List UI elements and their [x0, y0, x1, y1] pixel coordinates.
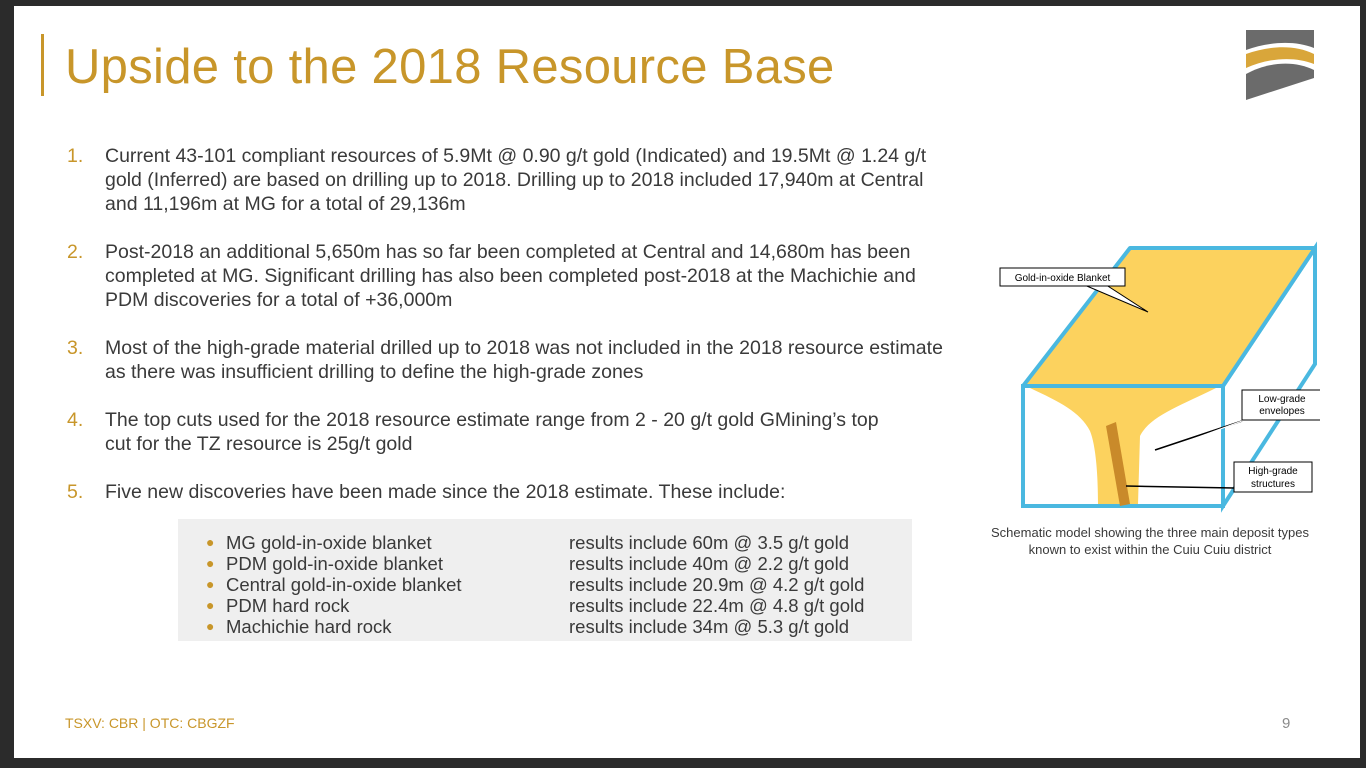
discovery-name: Machichie hard rock — [226, 616, 392, 637]
discoveries-table — [178, 519, 912, 641]
diagram-caption: Schematic model showing the three main deposit types known to exist within the Cuiu Cuiu district — [991, 525, 1309, 557]
slide — [14, 6, 1360, 758]
callout-label: Low-grade — [1258, 394, 1306, 405]
bullet-icon: ● — [206, 597, 215, 613]
list-item — [67, 240, 947, 312]
callout-label: High-grade — [1248, 466, 1298, 477]
callout-label: Gold-in-oxide Blanket — [1014, 273, 1111, 284]
list-number: 3. — [67, 337, 84, 359]
callout-label: structures — [1251, 479, 1295, 490]
title-accent-bar — [41, 34, 44, 96]
list-item — [67, 336, 947, 384]
company-logo-icon — [1246, 30, 1314, 100]
discovery-name: PDM hard rock — [226, 595, 350, 616]
bullet-icon: ● — [206, 576, 215, 592]
list-text: Five new discoveries have been made since the 2018 estimate. These include: — [105, 481, 786, 503]
list-number: 1. — [67, 145, 84, 167]
discovery-result: results include 22.4m @ 4.8 g/t gold — [569, 595, 865, 616]
discovery-result: results include 20.9m @ 4.2 g/t gold — [569, 574, 865, 595]
discovery-result: results include 40m @ 2.2 g/t gold — [569, 553, 849, 574]
list-item — [67, 408, 895, 456]
list-number: 5. — [67, 481, 84, 503]
table-row — [206, 616, 906, 637]
list-text: Most of the high-grade material drilled up to 2018 was not included in the 2018 resource estimate as there was insufficient drilling to define the high-grade zones — [105, 337, 943, 383]
list-text: Post-2018 an additional 5,650m has so far been completed at Central and 14,680m has been completed at MG. Significant drilling has also been completed post-2018 at the Machichie and PDM discoveries for a total of +36,000m — [105, 241, 916, 311]
list-text: Current 43-101 compliant resources of 5.9Mt @ 0.90 g/t gold (Indicated) and 19.5Mt @ 1.24 g/t gold (Inferred) are based on drilling up to 2018. Drilling up to 2018 included 17,940m at Central and 11,196m at MG for a total of 29,136m — [105, 145, 927, 215]
discovery-result: results include 34m @ 5.3 g/t gold — [569, 616, 849, 637]
key-points-list — [67, 144, 947, 528]
list-number: 4. — [67, 409, 84, 431]
page-title: Upside to the 2018 Resource Base — [65, 40, 835, 94]
discovery-name: Central gold-in-oxide blanket — [226, 574, 462, 595]
table-row — [206, 574, 906, 595]
table-row — [206, 553, 906, 574]
bullet-icon: ● — [206, 555, 215, 571]
table-row — [206, 532, 906, 553]
discovery-name: PDM gold-in-oxide blanket — [226, 553, 443, 574]
discovery-name: MG gold-in-oxide blanket — [226, 532, 432, 553]
bullet-icon: ● — [206, 618, 215, 634]
list-text: The top cuts used for the 2018 resource estimate range from 2 - 20 g/t gold GMining’s top cut for the TZ resource is 25g/t gold — [105, 409, 879, 455]
page-number: 9 — [1282, 715, 1291, 732]
bullet-icon: ● — [206, 534, 215, 550]
discovery-result: results include 60m @ 3.5 g/t gold — [569, 532, 849, 553]
table-row — [206, 595, 906, 616]
list-item — [67, 144, 947, 216]
callout-label: envelopes — [1259, 406, 1305, 417]
list-item — [67, 480, 947, 504]
deposit-schematic-diagram — [980, 236, 1320, 516]
list-number: 2. — [67, 241, 84, 263]
footer-ticker: TSXV: CBR | OTC: CBGZF — [65, 715, 235, 731]
